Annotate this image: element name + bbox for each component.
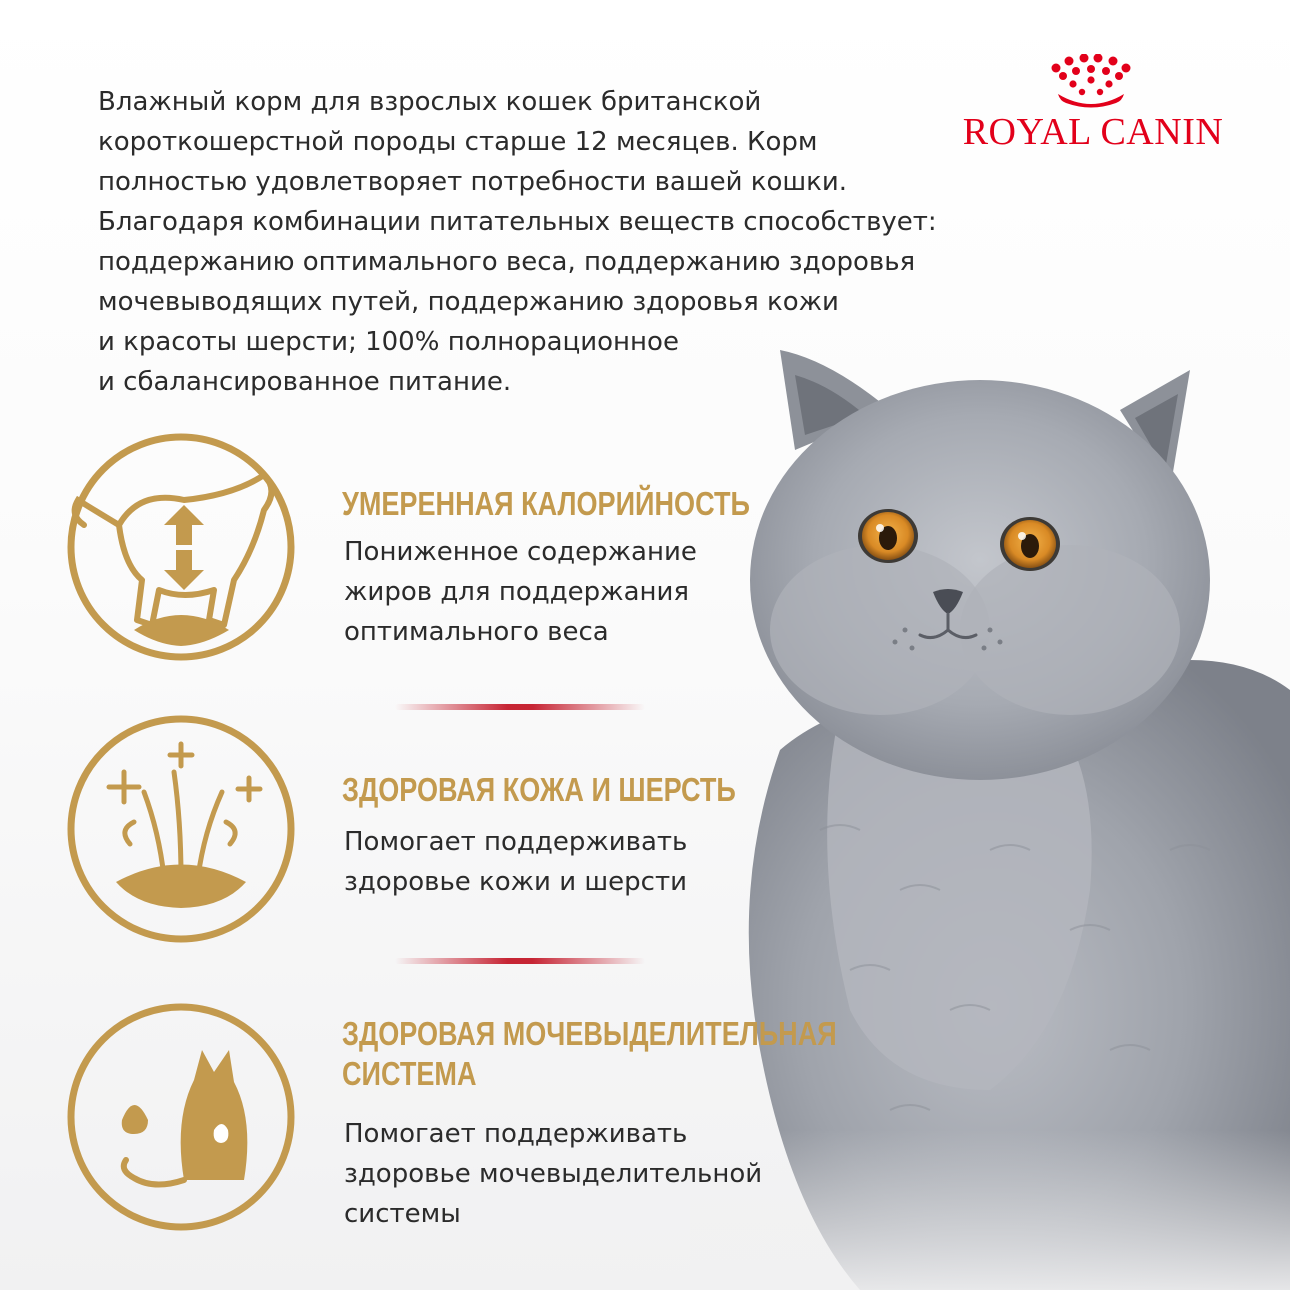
feature-title xyxy=(342,1014,837,1094)
skin-hair-sparkle-icon xyxy=(64,712,298,946)
feature-text-line: Помогает поддерживать xyxy=(344,1119,688,1149)
feature-text-line: здоровье кожи и шерсти xyxy=(344,867,688,897)
feature-title-line: УМЕРЕННАЯ КАЛОРИЙНОСТЬ xyxy=(342,485,750,522)
intro-line: поддержанию оптимального веса, поддержанию здоровья xyxy=(98,247,916,277)
intro-line: Влажный корм для взрослых кошек британской xyxy=(98,87,762,117)
royal-canin-logo xyxy=(958,54,1228,154)
cat-urinary-drop-icon xyxy=(64,1000,298,1234)
intro-line: и красоты шерсти; 100% полнорационное xyxy=(98,327,679,357)
section-divider xyxy=(395,958,645,964)
feature-text-line: оптимального веса xyxy=(344,617,609,647)
section-divider xyxy=(395,704,645,710)
feature-description xyxy=(344,822,687,902)
cat-weight-arrows-icon xyxy=(64,430,298,664)
intro-line: короткошерстной породы старше 12 месяцев. Корм xyxy=(98,127,818,157)
intro-line: полностью удовлетворяет потребности вашей кошки. xyxy=(98,167,848,197)
feature-text-line: системы xyxy=(344,1199,461,1229)
feature-title-line: СИСТЕМА xyxy=(342,1055,477,1092)
brand-wordmark: ROYAL CANIN xyxy=(962,111,1224,153)
feature-text-line: Пониженное содержание xyxy=(344,537,697,567)
feature-description xyxy=(344,532,697,652)
intro-line: Благодаря комбинации питательных веществ способствует: xyxy=(98,207,937,237)
feature-description xyxy=(344,1114,762,1234)
feature-title-line: ЗДОРОВАЯ КОЖА И ШЕРСТЬ xyxy=(342,771,736,808)
british-shorthair-cat-photo xyxy=(690,330,1290,1290)
feature-title-line: ЗДОРОВАЯ МОЧЕВЫДЕЛИТЕЛЬНАЯ xyxy=(342,1015,837,1052)
intro-line: и сбалансированное питание. xyxy=(98,367,512,397)
feature-text-line: Помогает поддерживать xyxy=(344,827,688,857)
feature-title xyxy=(342,770,736,810)
feature-text-line: жиров для поддержания xyxy=(344,577,690,607)
intro-line: мочевыводящих путей, поддержанию здоровья кожи xyxy=(98,287,839,317)
feature-title xyxy=(342,484,750,524)
crown-icon xyxy=(1036,54,1146,110)
feature-text-line: здоровье мочевыделительной xyxy=(344,1159,763,1189)
